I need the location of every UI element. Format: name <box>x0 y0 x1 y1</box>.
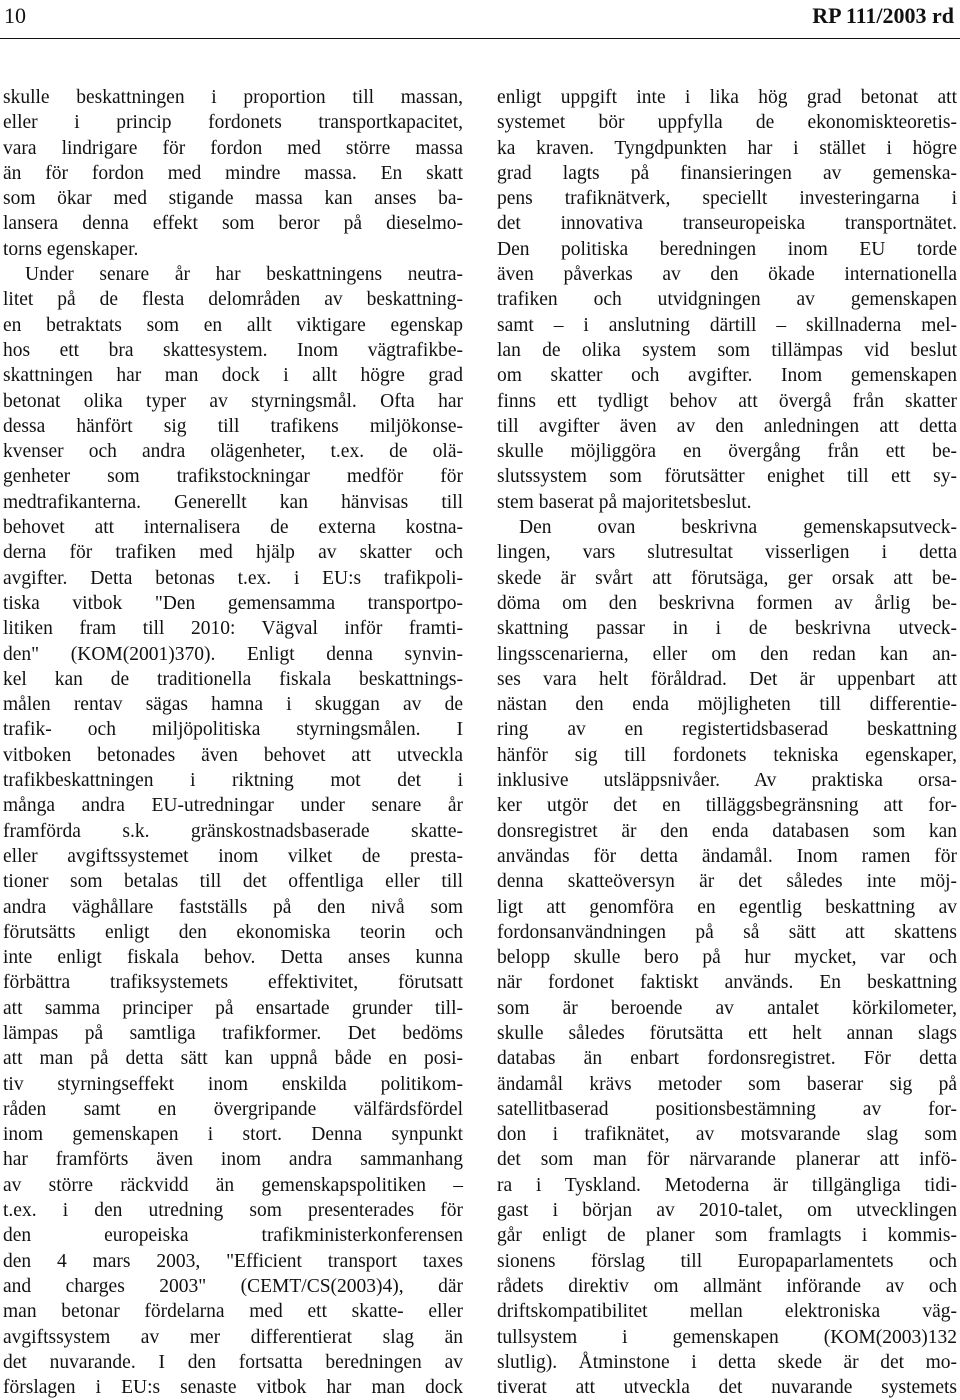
text-line: inklusive utsläppsnivåer. Av praktiska orsa- <box>497 770 957 792</box>
text-line: förbättra trafiksystemets effektivitet, förutsatt <box>3 972 463 994</box>
text-line: skulle möjliggöra en övergång från ett be- <box>497 441 957 463</box>
text-line: har framförts även inom andra sammanhang <box>3 1149 463 1171</box>
text-line: hänför sig till fordonets tekniska egenskaper, <box>497 744 957 766</box>
text-line: trafikbeskattningen i riktning mot det i <box>3 770 463 792</box>
text-line: råden samt en övergripande välfärdsfördel <box>3 1098 463 1120</box>
text-line: vara lindrigare för fordon med större massa <box>3 137 463 159</box>
right-column <box>497 85 957 1400</box>
text-line: inom gemenskapen i stort. Denna synpunkt <box>3 1124 463 1146</box>
text-line: slutlig). Åtminstone i detta skede är det mo- <box>497 1351 957 1373</box>
text-line: tiv styrningseffekt inom enskilda politikom- <box>3 1073 463 1095</box>
text-line: när fordonet faktiskt används. En beskattning <box>497 972 957 994</box>
text-line: att man på detta sätt kan uppnå både en posi- <box>3 1048 463 1070</box>
text-line: sionens förslag till Europaparlamentets och <box>497 1250 957 1272</box>
text-line: det innovativa transeuropeiska transportnätet. <box>497 213 957 235</box>
text-line: grad lagts på finansieringen av gemenska- <box>497 162 957 184</box>
text-line: lan de olika system som tillämpas vid beslut <box>497 339 957 361</box>
text-line: även påverkas av den ökade internationella <box>497 264 957 286</box>
text-line: skede är svårt att förutsäga, ger orsak att be- <box>497 567 957 589</box>
text-line: avgiftssystem av mer differentierat slag än <box>3 1326 463 1348</box>
text-line: till avgifter även av den anledningen att detta <box>497 415 957 437</box>
text-line: don i trafiknätet, av motsvarande slag som <box>497 1124 957 1146</box>
text-line: enligt uppgift inte i lika hög grad betonat att <box>497 87 957 108</box>
text-line: den 4 mars 2003, "Efficient transport taxes <box>3 1250 463 1272</box>
text-line: dessa hänfört sig till trafikens miljökonse- <box>3 415 463 437</box>
text-line: behovet att internalisera de externa kostna- <box>3 517 463 539</box>
text-line: avgifter. Detta betonas t.ex. i EU:s trafikpoli- <box>3 567 463 589</box>
text-line: Den politiska beredningen inom EU torde <box>497 238 957 260</box>
text-line: litet på de flesta delområden av beskattning- <box>3 289 463 311</box>
text-line: skattningen har man dock i allt högre grad <box>3 365 463 387</box>
text-line: lansera denna effekt som beror på dieselmo- <box>3 213 463 235</box>
text-line: eller i princip fordonets transportkapacitet, <box>3 112 463 134</box>
text-line: förutsätts enligt den ekonomiska teorin och <box>3 921 463 943</box>
text-line: en betraktats som en allt viktigare egenskap <box>3 314 463 336</box>
text-line: denna skatteöversyn är det således inte möj- <box>497 871 957 893</box>
text-line: ändamål krävs metoder som baserar sig på <box>497 1073 957 1095</box>
text-line: tiverat att utveckla det nuvarande systemets <box>497 1377 957 1399</box>
text-line: inte enligt fiskala behov. Detta anses kunna <box>3 947 463 969</box>
text-line: donsregistret är den enda databasen som kan <box>497 820 957 842</box>
text-line: lingen, vars slutresultat visserligen i detta <box>497 542 957 564</box>
text-line: tullsystem i gemenskapen (KOM(2003)132 <box>497 1326 957 1348</box>
text-line: många andra EU-utredningar under senare år <box>3 795 463 817</box>
text-line: eller avgiftssystemet inom vilket de presta- <box>3 845 463 867</box>
text-line: betonat olika typer av styrningsmål. Ofta har <box>3 390 463 412</box>
text-line: trafiken och utvidgningen av gemenskapen <box>497 289 957 311</box>
text-line: av större räckvidd än gemenskapspolitiken – <box>3 1174 463 1196</box>
text-line: systemet bör uppfylla de ekonomiskteoretis- <box>497 112 957 134</box>
left-column <box>3 85 463 1400</box>
text-line: rådets direktiv om allmänt införande av och <box>497 1275 957 1297</box>
text-line: derna för trafiken med hjälp av skatter och <box>3 542 463 564</box>
text-line: tiska vitbok "Den gemensamma transportpo- <box>3 592 463 614</box>
text-line: skulle således förutsätta ett helt annan slags <box>497 1022 957 1044</box>
text-line: man betonar fördelarna med ett skatte- eller <box>3 1301 463 1323</box>
text-line: litiken fram till 2010: Vägval inför framti- <box>3 618 463 640</box>
text-line: pens trafiknätverk, speciellt investeringarna i <box>497 188 957 210</box>
text-line: samt – i anslutning därtill – skillnaderna mel- <box>497 314 957 336</box>
text-line: lingsscenarierna, eller om den redan kan an- <box>497 643 957 665</box>
text-line: finns ett tydligt behov att övergå från skatter <box>497 390 957 412</box>
text-line: nästan den enda möjligheten till differentie- <box>497 694 957 716</box>
text-line: t.ex. i den utredning som presenterades för <box>3 1200 463 1222</box>
text-line: att samma principer på ensartade grunder till- <box>3 997 463 1019</box>
text-line: torns egenskaper. <box>3 238 139 260</box>
text-line: det som man för närvarande planerar att infö- <box>497 1149 957 1171</box>
text-line: fordonsanvändningen på så sätt att skattens <box>497 921 957 943</box>
text-line: ring av en registertidsbaserad beskattning <box>497 719 957 741</box>
text-line: lämpas på samtliga trafikformer. Det bedöms <box>3 1022 463 1044</box>
text-line: stem baserat på majoritetsbeslut. <box>497 491 752 513</box>
text-line: framförda s.k. gränskostnadsbaserade skatte- <box>3 820 463 842</box>
text-line: databas än enbart fordonsregistret. För detta <box>497 1048 957 1070</box>
text-line: vitboken betonades även behovet att utveckla <box>3 744 463 766</box>
text-line: förslagen i EU:s senaste vitbok har man dock <box>3 1377 463 1399</box>
page-number: 10 <box>4 3 26 28</box>
text-line: går enligt de planer som framlagts i kommis- <box>497 1225 957 1247</box>
text-line: skattning passar in i de beskrivna utveck- <box>497 618 957 640</box>
text-line: ker utgör det en tilläggsbegränsning att for- <box>497 795 957 817</box>
text-line: gast i början av 2010-talet, om utvecklingen <box>497 1200 957 1222</box>
text-line: skulle beskattningen i proportion till massan, <box>3 87 463 108</box>
text-line: belopp skulle bero på hur mycket, var och <box>497 947 957 969</box>
header-rule <box>0 38 960 39</box>
text-line: användas för detta ändamål. Inom ramen för <box>497 845 957 867</box>
text-line: hos ett bra skattesystem. Inom vägtrafikbe- <box>3 339 463 361</box>
text-line: slutssystem som förutsätter enighet till ett sy- <box>497 466 957 488</box>
text-line: som är beroende av antalet körkilometer, <box>497 997 957 1019</box>
text-line: den" (KOM(2001)370). Enligt denna synvin- <box>3 643 463 665</box>
text-line: ses vara helt föråldrad. Det är uppenbart att <box>497 668 957 690</box>
text-line: kvenser och andra olägenheter, t.ex. de olä- <box>3 441 463 463</box>
text-line: om skatter och avgifter. Inom gemenskapen <box>497 365 957 387</box>
text-line: än för fordon med mindre massa. En skatt <box>3 162 463 184</box>
text-line: trafik- och miljöpolitiska styrningsmålen. I <box>3 719 463 741</box>
text-line: medtrafikanterna. Generellt kan hänvisas till <box>3 491 463 513</box>
text-line: kel kan de traditionella fiskala beskattnings- <box>3 668 463 690</box>
text-line: and charges 2003" (CEMT/CS(2003)4), där <box>3 1275 463 1297</box>
text-line: den europeiska trafikministerkonferensen <box>3 1225 463 1247</box>
text-line: driftskompatibilitet mellan elektroniska väg- <box>497 1301 957 1323</box>
text-line: det nuvarande. I den fortsatta beredningen av <box>3 1351 463 1373</box>
text-line: genheter som trafikstockningar medför för <box>3 466 463 488</box>
text-line: andra väghållare fastställs på den nivå som <box>3 896 463 918</box>
text-line: tioner som betalas till det offentliga eller till <box>3 871 463 893</box>
text-line: målen rentav sägas hamna i skuggan av de <box>3 694 463 716</box>
text-line: döma om den beskrivna formen av årlig be- <box>497 592 957 614</box>
text-line: som ökar med stigande massa kan anses ba- <box>3 188 463 210</box>
text-line: ligt att genomföra en egentlig beskattning av <box>497 896 957 918</box>
document-reference: RP 111/2003 rd <box>812 3 954 28</box>
text-line: Under senare år har beskattningens neutra- <box>25 264 463 286</box>
text-line: ka kraven. Tyngdpunkten har i stället i högre <box>497 137 957 159</box>
text-line: ra i Tyskland. Metoderna är tillgängliga tidi- <box>497 1174 957 1196</box>
text-line: Den ovan beskrivna gemenskapsutveck- <box>519 517 957 539</box>
text-line: satellitbaserad positionsbestämning av for- <box>497 1098 957 1120</box>
